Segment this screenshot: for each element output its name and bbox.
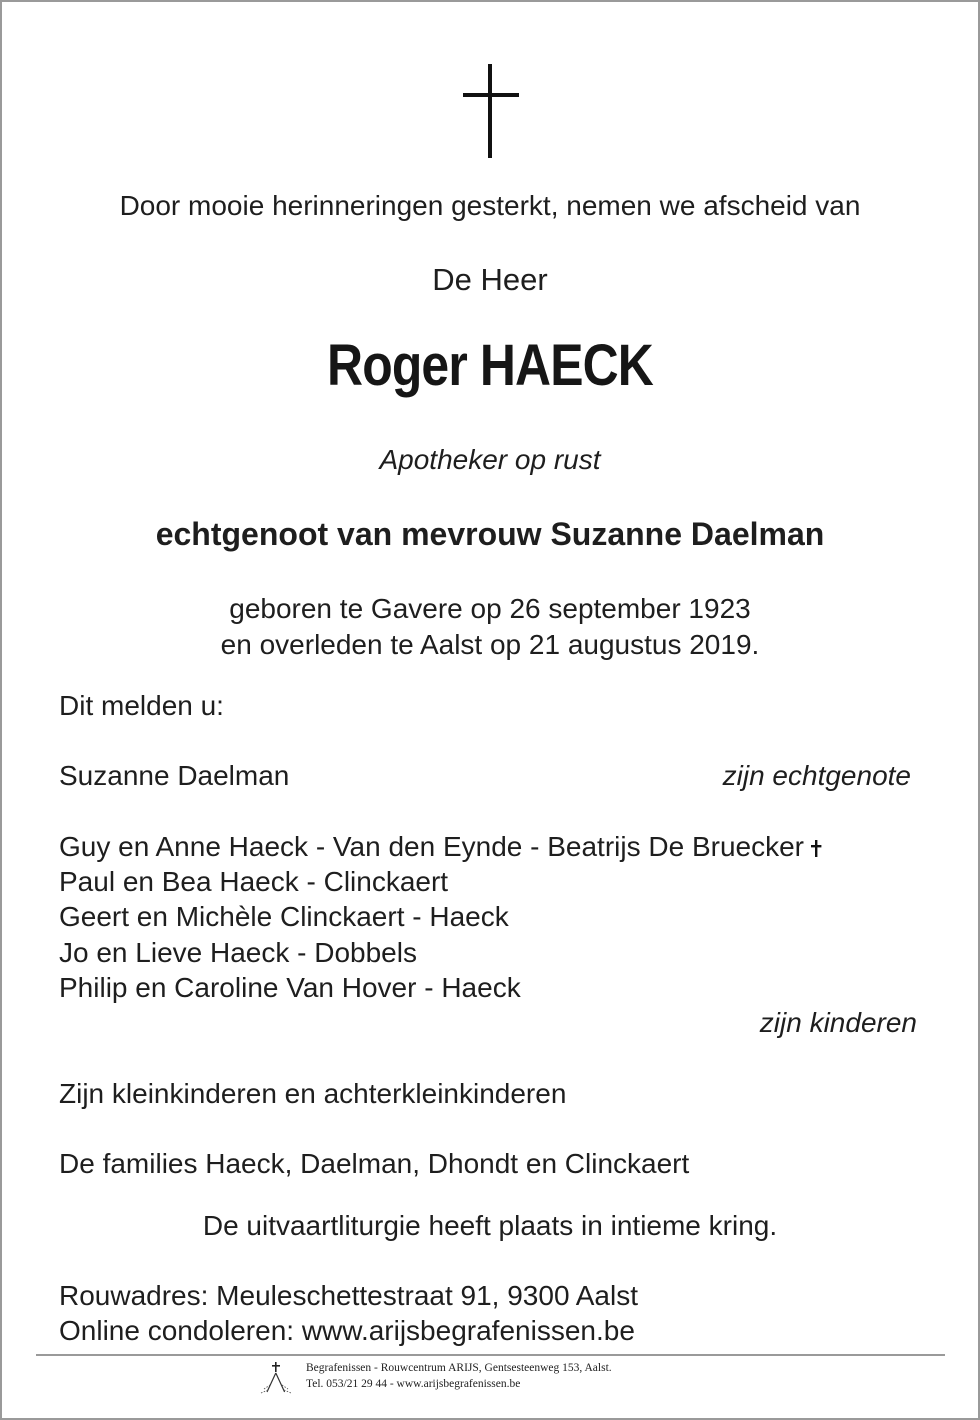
spouse-relation: zijn echtgenote — [722, 760, 911, 791]
child-line: Philip en Caroline Van Hover - Haeck — [59, 972, 521, 1003]
death-info: en overleden te Aalst op 21 augustus 2019. — [220, 629, 760, 660]
announcers-heading: Dit melden u: — [59, 690, 224, 721]
small-cross-icon — [810, 833, 822, 865]
birth-info: geboren te Gavere op 26 september 1923 — [229, 593, 751, 624]
liturgy-text: De uitvaartliturgie heeft plaats in intieme kring. — [202, 1210, 778, 1241]
children-relation: zijn kinderen — [759, 1007, 917, 1038]
footer-divider — [36, 1354, 945, 1356]
latin-cross-icon — [450, 62, 530, 162]
funeral-home-logo-icon — [258, 1360, 292, 1394]
spouse-name: Suzanne Daelman — [59, 760, 290, 791]
mourning-address: Rouwadres: Meuleschettestraat 91, 9300 Aalst — [59, 1280, 639, 1311]
spouse-line: echtgenoot van mevrouw Suzanne Daelman — [155, 516, 825, 552]
intro-text: Door mooie herinneringen gesterkt, nemen we afscheid van — [119, 190, 861, 221]
deceased-name: Roger HAECK — [327, 333, 653, 398]
child-line: Paul en Bea Haeck - Clinckaert — [59, 866, 449, 897]
child-line-text: Guy en Anne Haeck - Van den Eynde - Beatrijs De Bruecker — [59, 831, 804, 862]
child-line: Jo en Lieve Haeck - Dobbels — [59, 937, 417, 968]
families-line: De families Haeck, Daelman, Dhondt en Clinckaert — [59, 1148, 690, 1179]
grandchildren-line: Zijn kleinkinderen en achterkleinkinderen — [59, 1078, 567, 1109]
child-line: Geert en Michèle Clinckaert - Haeck — [59, 901, 509, 932]
honorific: De Heer — [432, 262, 548, 297]
child-line — [59, 831, 822, 865]
online-condolence: Online condoleren: www.arijsbegrafenissen.be — [59, 1315, 635, 1346]
footer-contact-line: Tel. 053/21 29 44 - www.arijsbegrafenissen.be — [306, 1378, 521, 1390]
profession: Apotheker op rust — [379, 444, 601, 475]
footer-company-line: Begrafenissen - Rouwcentrum ARIJS, Gentsesteenweg 153, Aalst. — [306, 1362, 612, 1374]
